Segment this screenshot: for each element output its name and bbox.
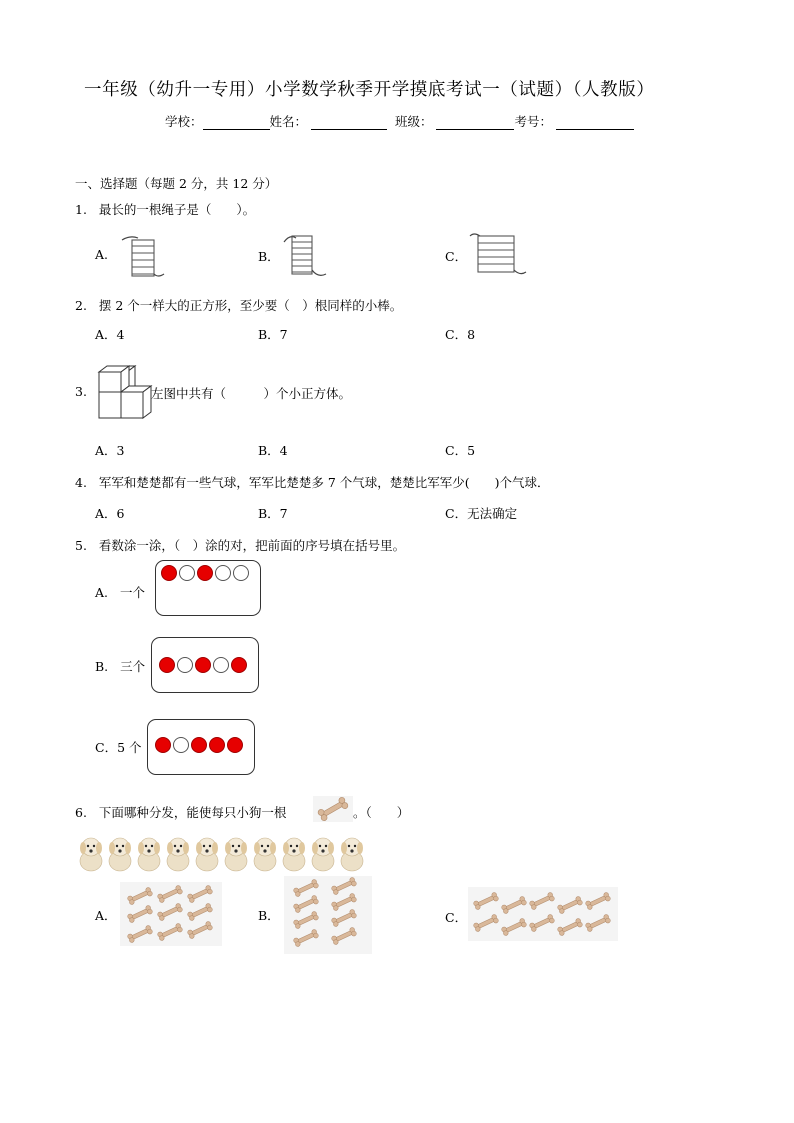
- school-field[interactable]: [203, 117, 270, 130]
- bone-icon: [473, 914, 499, 932]
- red-dot: [195, 657, 211, 673]
- option-a[interactable]: A．4: [95, 327, 125, 342]
- white-dot: [215, 565, 231, 581]
- dog-icon: [225, 838, 247, 871]
- bone-icon: [501, 918, 527, 936]
- option-b[interactable]: B．4: [258, 443, 288, 458]
- red-dot: [197, 565, 213, 581]
- question-text: 下面哪种分发，能使每只小狗一根: [98, 805, 287, 820]
- class-field[interactable]: [436, 117, 514, 130]
- bone-icon: [157, 923, 183, 941]
- option-b[interactable]: B．: [258, 908, 280, 923]
- dog-icon: [80, 838, 102, 871]
- count-text: 三个: [120, 659, 146, 674]
- bone-icon: [585, 914, 611, 932]
- red-dot: [227, 737, 243, 753]
- bone-icon: [157, 885, 183, 903]
- bone-icon: [529, 914, 555, 932]
- option-b[interactable]: B．7: [258, 327, 288, 342]
- option-c[interactable]: C．无法确定: [445, 506, 518, 521]
- white-dot: [177, 657, 193, 673]
- question-4: [75, 473, 550, 491]
- bone-icon: [331, 909, 357, 927]
- bone-icon: [331, 927, 357, 945]
- bone-icon: [313, 796, 353, 822]
- bone-icon: [187, 903, 213, 921]
- question-text: 左图中共有（ ）个小正方体。: [151, 386, 352, 401]
- page-title: 一年级（幼升一专用）小学数学秋季开学摸底考试一（试题）（人教版）: [84, 80, 655, 100]
- info-row: [165, 112, 634, 130]
- bone-icon: [157, 903, 183, 921]
- red-dot: [191, 737, 207, 753]
- rope-coil-b-image: [280, 232, 328, 280]
- dog-icon: [138, 838, 160, 871]
- question-text: 看数涂一涂，（ ）涂的对，把前面的序号填在括号里。: [98, 538, 406, 553]
- bone-icon: [557, 896, 583, 914]
- school-label: 学校：: [165, 114, 203, 129]
- bone-icon: [585, 892, 611, 910]
- option-c[interactable]: C．: [445, 910, 468, 925]
- option-c[interactable]: C．8: [445, 327, 476, 342]
- bones-a-image: [120, 882, 222, 946]
- question-number: 4.: [75, 475, 87, 490]
- bone-icon: [127, 905, 153, 923]
- question-number: 1.: [75, 202, 87, 217]
- question-number: 6.: [75, 805, 87, 820]
- bone-icon: [293, 895, 319, 913]
- option-a[interactable]: A.: [95, 247, 109, 262]
- dog-icon: [283, 838, 305, 871]
- red-dot: [231, 657, 247, 673]
- question-5: [75, 536, 405, 554]
- red-dot: [161, 565, 177, 581]
- question-2: [75, 296, 402, 314]
- question-number: 3.: [75, 384, 87, 399]
- name-label: 姓名：: [269, 114, 308, 129]
- question-6: [75, 803, 286, 821]
- option-c[interactable]: C．5: [445, 443, 476, 458]
- dog-icon: [109, 838, 131, 871]
- white-dot: [213, 657, 229, 673]
- white-dot: [173, 737, 189, 753]
- question-text: 摆 2 个一样大的正方形，至少要（ ）根同样的小棒。: [98, 298, 403, 313]
- rope-coil-a-image: [118, 234, 166, 280]
- bone-icon: [127, 887, 153, 905]
- question-text-end: 。（ ）: [353, 805, 410, 820]
- number-field[interactable]: [556, 117, 634, 130]
- bone-icon: [529, 892, 555, 910]
- bone-icon: [501, 896, 527, 914]
- bones-b-image: [284, 876, 372, 954]
- dog-icon: [312, 838, 334, 871]
- bone-icon: [293, 879, 319, 897]
- option-a[interactable]: A．: [95, 908, 117, 923]
- bone-icon: [331, 877, 357, 895]
- bone-icon: [127, 925, 153, 943]
- count-text: 5 个: [117, 740, 142, 755]
- question-text: 军军和楚楚都有一些气球，军军比楚楚多 7 个气球，楚楚比军军少( )个气球．: [98, 475, 550, 490]
- question-1: [75, 200, 255, 218]
- bone-icon: [187, 921, 213, 939]
- option-a-label[interactable]: A. 一个: [95, 585, 145, 600]
- white-dot: [233, 565, 249, 581]
- red-dot: [159, 657, 175, 673]
- question-number: 2.: [75, 298, 87, 313]
- option-b[interactable]: B．7: [258, 506, 288, 521]
- count-text: 一个: [119, 585, 145, 600]
- dog-icon: [341, 838, 363, 871]
- bone-icon: [473, 892, 499, 910]
- option-a[interactable]: A．3: [95, 443, 125, 458]
- class-label: 班级：: [394, 114, 433, 129]
- cubes-image: [97, 364, 153, 422]
- number-label: 考号：: [514, 114, 552, 129]
- option-a[interactable]: A．6: [95, 506, 125, 521]
- bone-icon: [557, 918, 583, 936]
- name-field[interactable]: [311, 117, 387, 130]
- dog-icon: [167, 838, 189, 871]
- bone-icon: [331, 893, 357, 911]
- question-text: 最长的一根绳子是（ ）。: [98, 202, 256, 217]
- white-dot: [179, 565, 195, 581]
- section-heading: 一、选择题（每题 2 分，共 12 分）: [75, 176, 278, 191]
- option-c[interactable]: C．: [445, 249, 468, 264]
- red-dot: [209, 737, 225, 753]
- red-dot: [155, 737, 171, 753]
- bone-icon: [187, 885, 213, 903]
- rope-coil-c-image: [468, 232, 528, 278]
- bones-c-image: [468, 887, 618, 941]
- dogs-image: [77, 834, 367, 872]
- dog-icon: [254, 838, 276, 871]
- option-b[interactable]: B．: [258, 249, 280, 264]
- option-b-label[interactable]: B. 三个: [95, 659, 146, 674]
- dog-icon: [196, 838, 218, 871]
- bone-icon: [293, 911, 319, 929]
- option-c-label[interactable]: C．5 个: [95, 740, 142, 755]
- question-number: 5.: [75, 538, 87, 553]
- bone-icon: [293, 929, 319, 947]
